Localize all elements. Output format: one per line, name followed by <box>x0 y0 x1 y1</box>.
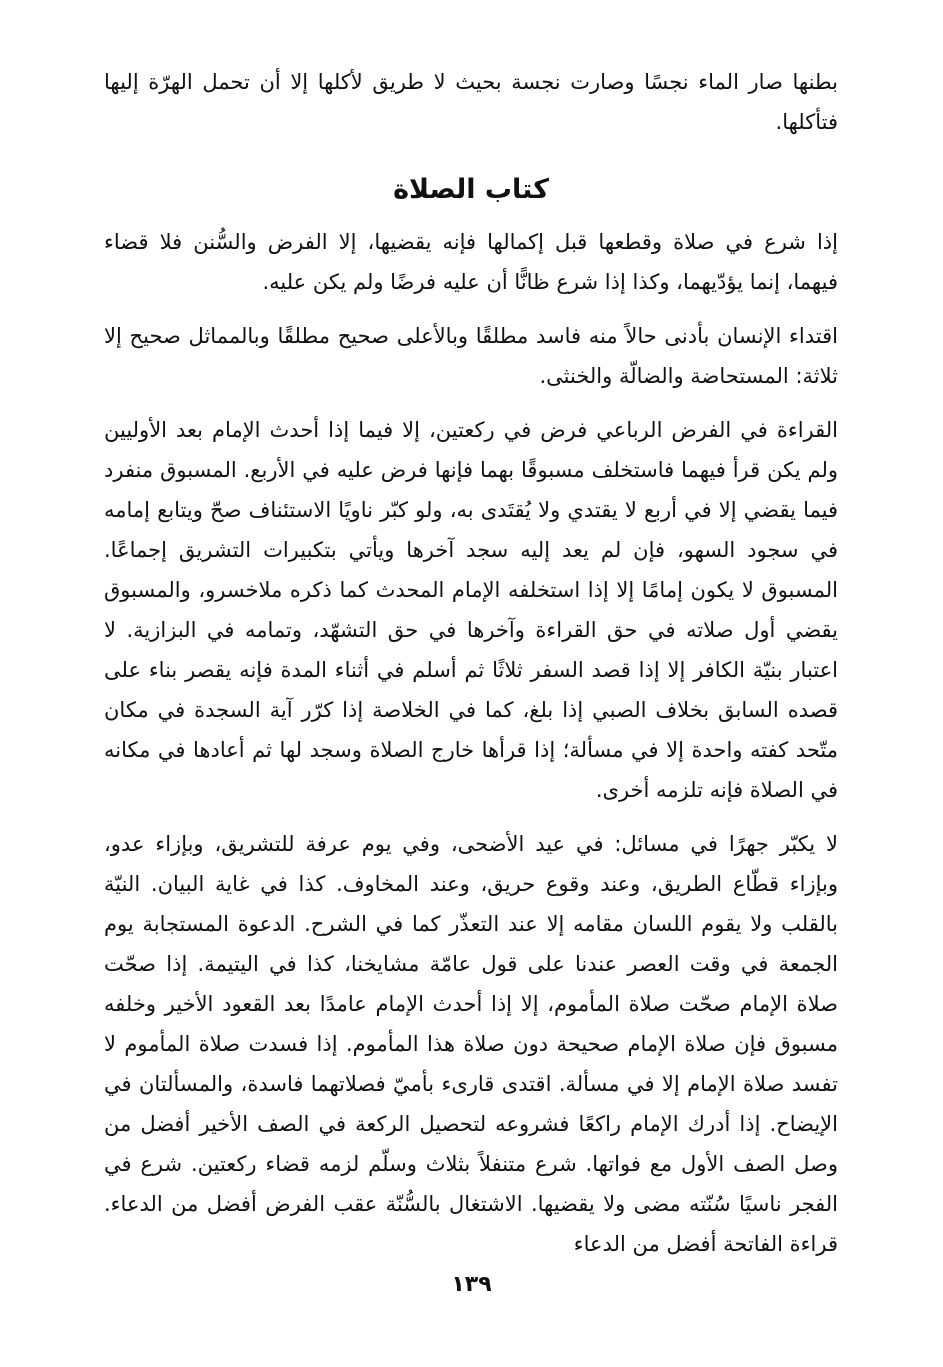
chapter-title: كتاب الصلاة <box>393 174 549 205</box>
paragraph-3: القراءة في الفرض الرباعي فرض في ركعتين، إلا فيما إذا أحدث الإمام بعد الأوليين ولم يكن قرأ فيهما فاستخلف مسبوقًا بهما فإنها فرض عليه في الأربع. المسبوق منفرد فيما يقضي إلا في أربع لا يقتدي ولا يُقتَدى به، ولو كبّر ناويًا الاستئناف صحّ ويتابع إمامه في سجود السهو، فإن لم يعد إليه سجد آخرها ويأتي بتكبيرات التشريق إجماعًا. المسبوق لا يكون إمامًا إلا إذا استخلفه الإمام المحدث كما ذكره ملاخسرو، والمسبوق يقضي أول صلاته في حق القراءة وآخرها في حق التشهّد، وتمامه في البزازية. لا اعتبار بنيّة الكافر إلا إذا قصد السفر ثلاثًا ثم أسلم في أثناء المدة فإنه يقصر بناء على قصده السابق بخلاف الصبي إذا بلغ، كما في الخلاصة إذا كرّر آية السجدة في مكان متّحد كفته واحدة إلا في مسألة؛ إذا قرأها خارج الصلاة وسجد لها ثم أعادها في مكانه في الصلاة فإنه تلزمه أخرى. <box>104 418 838 802</box>
opening-paragraph: بطنها صار الماء نجسًا وصارت نجسة بحيث لا طريق لأكلها إلا أن تحمل الهرّة إليها فتأكلها. <box>104 70 838 134</box>
paragraph-1: إذا شرع في صلاة وقطعها قبل إكمالها فإنه يقضيها، إلا الفرض والسُّنن فلا قضاء فيهما، إنما يؤدّيهما، وكذا إذا شرع ظانًّا أن عليه فرضًا ولم يكن عليه. <box>104 230 838 294</box>
page-body <box>104 62 838 1264</box>
paragraph-2: اقتداء الإنسان بأدنى حالاً منه فاسد مطلقًا وبالأعلى صحيح مطلقًا وبالمماثل صحيح إلا ثلاثة: المستحاضة والضالّة والخنثى. <box>104 324 838 388</box>
paragraph-4: لا يكبّر جهرًا في مسائل: في عيد الأضحى، وفي يوم عرفة للتشريق، وبإزاء عدو، وبإزاء قطّاع الطريق، وعند وقوع حريق، وعند المخاوف. كذا في غاية البيان. النيّة بالقلب ولا يقوم اللسان مقامه إلا عند التعذّر كما في الشرح. الدعوة المستجابة يوم الجمعة في وقت العصر عندنا على قول عامّة مشايخنا، كذا في اليتيمة. إذا صحّت صلاة الإمام صحّت صلاة المأموم، إلا إذا أحدث الإمام عامدًا بعد القعود الأخير وخلفه مسبوق فإن صلاة الإمام صحيحة دون صلاة هذا المأموم. إذا فسدت صلاة المأموم لا تفسد صلاة الإمام إلا في مسألة. اقتدى قارىء بأميّ فصلاتهما فاسدة، والمسألتان في الإيضاح. إذا أدرك الإمام راكعًا فشروعه لتحصيل الركعة في الصف الأخير أفضل من وصل الصف الأول مع فواتها. شرع متنفلاً بثلاث وسلّم لزمه قضاء ركعتين. شرع في الفجر ناسيًا سُنّته مضى ولا يقضيها. الاشتغال بالسُّنّة عقب الفرض أفضل من الدعاء. قراءة الفاتحة أفضل من الدعاء <box>104 832 838 1256</box>
page-number: ١٣٩ <box>451 1272 492 1297</box>
